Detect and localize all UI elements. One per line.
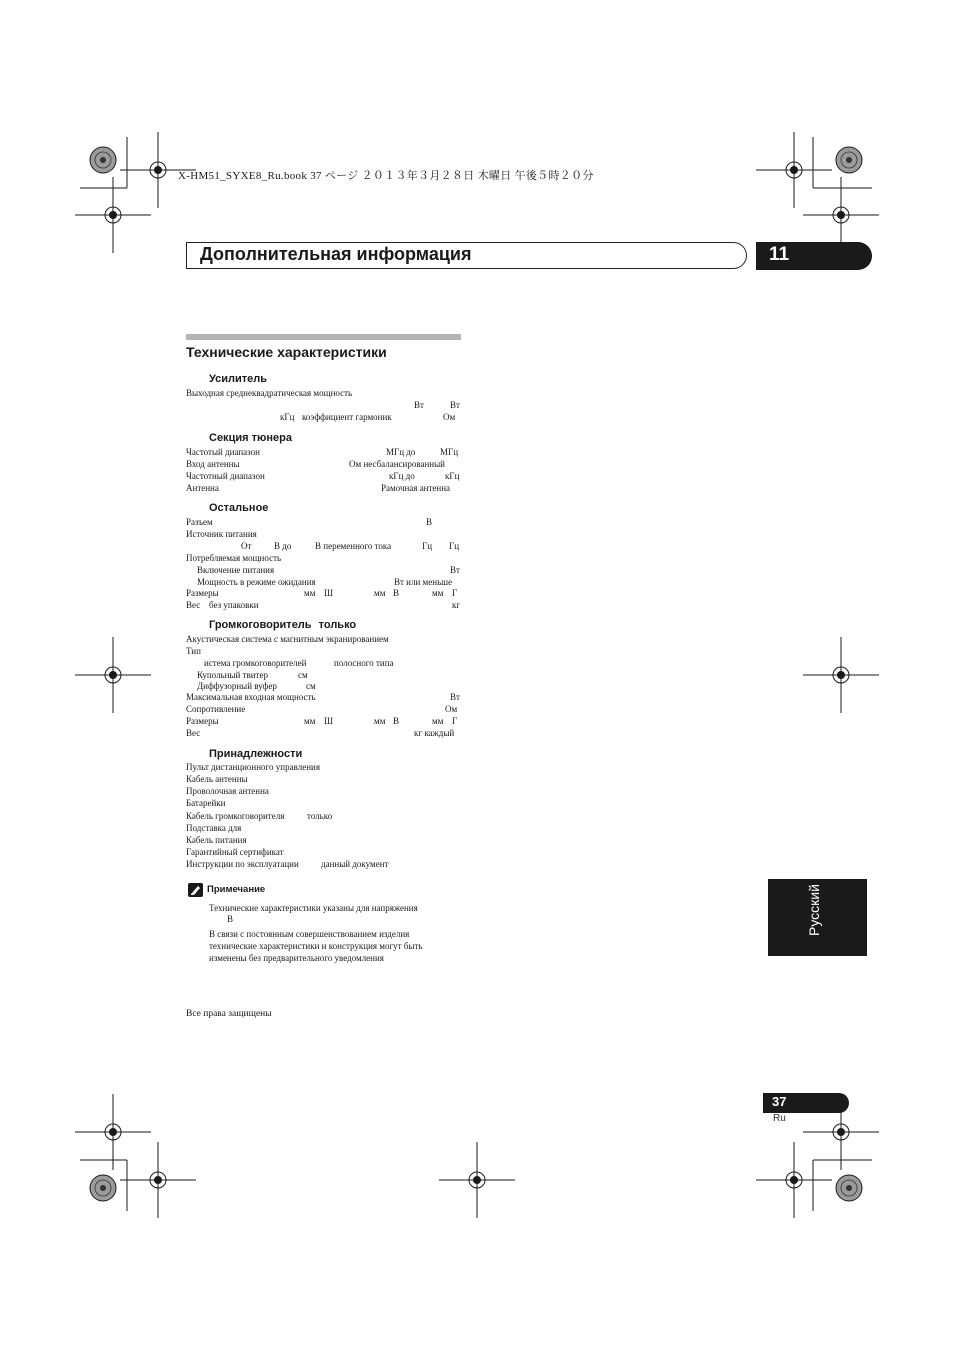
spec-unit: Ом: [443, 412, 456, 422]
spec-unit: кГц до: [389, 471, 415, 481]
note-line: изменены без предварительного уведомления: [209, 953, 384, 963]
list-item: [186, 846, 461, 858]
note-title: Примечание: [207, 884, 266, 895]
copyright: Все права защищены: [186, 1009, 272, 1019]
spec-unit: В до: [274, 541, 292, 551]
accessory-label: Инструкции по эксплуатации: [186, 859, 299, 869]
spec-row: [186, 599, 461, 611]
list-item: [186, 797, 461, 809]
spec-unit: Г: [452, 588, 458, 598]
spec-unit: кГц: [445, 471, 460, 481]
spec-unit: Ом несбалансированный: [349, 459, 445, 469]
spec-label: Размеры: [186, 588, 219, 598]
accessory-label: Батарейки: [186, 798, 226, 808]
spec-text: В переменного тока: [315, 541, 392, 551]
spec-unit: Гц: [422, 541, 433, 551]
spec-row: [186, 552, 461, 564]
spec-row: [186, 528, 461, 540]
list-item: [186, 822, 461, 834]
note-line: В: [227, 914, 234, 924]
tuner-heading: Секция тюнера: [209, 432, 292, 444]
spec-row: [186, 715, 461, 727]
spec-unit: Вт: [450, 565, 460, 575]
spec-value: Рамочная антенна: [381, 483, 451, 493]
spec-text: коэффициент гармоник: [302, 412, 392, 422]
spec-label: Размеры: [186, 716, 219, 726]
spec-row: [186, 727, 461, 739]
chapter-header: [186, 242, 747, 269]
spec-label: Вес: [186, 600, 201, 610]
spec-label: Купольный твитер: [197, 670, 268, 680]
spec-label: Акустическая система с магнитным экранированием: [186, 634, 389, 644]
spec-row: [186, 657, 461, 669]
spec-text: без упаковки: [209, 600, 259, 610]
spec-row: [186, 387, 461, 399]
spec-unit: В: [393, 588, 400, 598]
spec-row: [186, 411, 461, 423]
spec-label: Вход антенны: [186, 459, 240, 469]
spec-label: Мощность в режиме ожидания: [197, 577, 316, 587]
chapter-title: Дополнительная информация: [200, 244, 472, 264]
section-title: Технические характеристики: [186, 344, 387, 360]
other-heading: Остальное: [209, 502, 269, 514]
accessory-label: Кабель громкоговорителя: [186, 811, 285, 821]
spec-row: [186, 703, 461, 715]
spec-unit: Г: [452, 716, 458, 726]
language-tab: [768, 879, 867, 956]
spec-unit: Вт: [450, 692, 460, 702]
page-number-badge: [763, 1093, 849, 1113]
language-tab-label: Русский: [806, 884, 822, 936]
spec-unit: Ш: [324, 588, 334, 598]
spec-text: полосного типа: [334, 658, 394, 668]
spec-label: Вес: [186, 728, 201, 738]
list-item: [186, 810, 461, 822]
page-language: Ru: [773, 1113, 786, 1124]
accessory-label: Подставка для: [186, 823, 242, 833]
spec-row: [186, 691, 461, 703]
amplifier-heading: Усилитель: [209, 373, 268, 385]
spec-unit: МГц: [440, 447, 459, 457]
spec-unit: кГц: [280, 412, 295, 422]
spec-unit: мм: [304, 588, 316, 598]
spec-row: [186, 399, 461, 411]
spec-label: Антенна: [186, 483, 219, 493]
list-item: [186, 858, 461, 870]
list-item: [186, 834, 461, 846]
spec-unit: Вт: [414, 400, 424, 410]
spec-row: [186, 645, 461, 657]
spec-unit: В: [393, 716, 400, 726]
spec-unit: кг: [452, 600, 461, 610]
spec-row: [186, 564, 461, 576]
page-number: 37: [772, 1094, 787, 1109]
spec-unit: мм: [432, 716, 444, 726]
list-item: [186, 761, 461, 773]
accessory-label: Проволочная антенна: [186, 786, 269, 796]
spec-unit: В: [426, 517, 433, 527]
speaker-heading: [209, 619, 356, 631]
spec-label: Разъем: [186, 517, 213, 527]
spec-unit: см: [298, 670, 308, 680]
note-icon: [188, 883, 203, 897]
spec-label: Частотный диапазон: [186, 471, 265, 481]
spec-unit: мм: [374, 588, 386, 598]
spec-label: Сопротивление: [186, 704, 246, 714]
spec-unit: мм: [304, 716, 316, 726]
accessory-label: Кабель антенны: [186, 774, 248, 784]
spec-row: [186, 458, 461, 470]
speaker-heading-suffix: только: [318, 619, 357, 631]
spec-label: Частотый диапазон: [186, 447, 260, 457]
section-rule: [186, 334, 461, 340]
spec-row: [186, 540, 461, 552]
spec-label: Включение питания: [197, 565, 275, 575]
spec-text: истема громкоговорителей: [204, 658, 307, 668]
spec-unit: кг каждый: [414, 728, 455, 738]
spec-label: Тип: [186, 646, 201, 656]
note-line: технические характеристики и конструкция могут быть: [209, 941, 423, 951]
spec-label: Выходная среднеквадратическая мощность: [186, 388, 353, 398]
chapter-number-badge: [756, 242, 872, 270]
spec-row: [186, 482, 461, 494]
spec-unit: мм: [432, 588, 444, 598]
accessory-note: только: [307, 811, 333, 821]
list-item: [186, 785, 461, 797]
spec-label: Потребляемая мощность: [186, 553, 282, 563]
spec-unit: МГц до: [386, 447, 416, 457]
spec-row: [186, 633, 461, 645]
spec-label: Источник питания: [186, 529, 257, 539]
note-line: В связи с постоянным совершенствованием изделия: [209, 929, 410, 939]
spec-label: Максимальная входная мощность: [186, 692, 316, 702]
spec-row: [186, 516, 461, 528]
spec-row: [186, 587, 461, 599]
accessory-label: Гарантийный сертификат: [186, 847, 284, 857]
spec-row: [186, 446, 461, 458]
accessory-note: данный документ: [321, 859, 389, 869]
file-info-line: X-HM51_SYXE8_Ru.book 37 ページ ２０１３年３月２８日 木曜日 午後５時２０分: [178, 170, 594, 182]
spec-unit: Гц: [449, 541, 460, 551]
chapter-number: 11: [769, 244, 790, 265]
note-line: Технические характеристики указаны для напряжения: [209, 903, 418, 913]
spec-label: Диффузорный вуфер: [197, 681, 277, 691]
list-item: [186, 773, 461, 785]
spec-text: От: [241, 541, 252, 551]
accessories-heading: Принадлежности: [209, 748, 303, 760]
spec-unit: Ом: [445, 704, 458, 714]
spec-unit: Вт: [450, 400, 460, 410]
spec-row: [186, 470, 461, 482]
speaker-heading-text: Громкоговоритель: [209, 619, 312, 631]
accessory-label: Пульт дистанционного управления: [186, 762, 320, 772]
spec-unit: Вт или меньше: [394, 577, 453, 587]
spec-unit: см: [306, 681, 316, 691]
spec-unit: Ш: [324, 716, 334, 726]
spec-unit: мм: [374, 716, 386, 726]
accessory-label: Кабель питания: [186, 835, 247, 845]
